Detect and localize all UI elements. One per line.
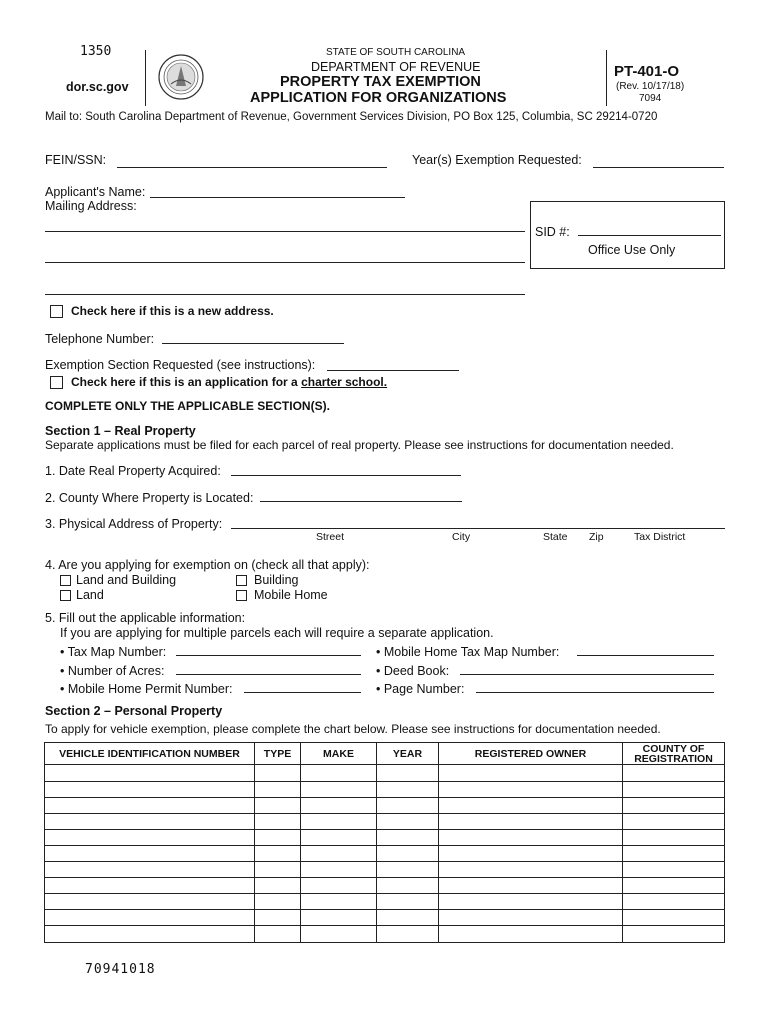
table-cell[interactable] (45, 846, 255, 862)
table-cell[interactable] (301, 846, 377, 862)
county-input[interactable] (260, 501, 462, 502)
col-vin: VEHICLE IDENTIFICATION NUMBER (45, 743, 255, 765)
table-cell[interactable] (255, 894, 301, 910)
vehicle-table (44, 742, 725, 943)
addr-street-caption: Street (316, 531, 345, 543)
addr-city-caption: City (452, 531, 471, 543)
table-cell[interactable] (377, 798, 439, 814)
section2-heading: Section 2 – Personal Property (45, 704, 223, 718)
table-cell[interactable] (439, 878, 623, 894)
table-cell[interactable] (255, 814, 301, 830)
telephone-input[interactable] (162, 343, 344, 344)
table-row (45, 830, 725, 846)
section2-intro: To apply for vehicle exemption, please complete the chart below. Please see instructions for documentation needed. (45, 722, 661, 736)
table-cell[interactable] (377, 862, 439, 878)
page-number-input[interactable] (476, 692, 714, 693)
land-checkbox[interactable] (60, 590, 71, 601)
table-cell[interactable] (377, 910, 439, 926)
new-address-checkbox[interactable] (50, 305, 63, 318)
table-cell[interactable] (623, 830, 725, 846)
col-make: MAKE (301, 743, 377, 765)
table-row (45, 878, 725, 894)
table-cell[interactable] (301, 878, 377, 894)
form-id: 7094 (639, 93, 662, 104)
table-cell[interactable] (439, 846, 623, 862)
mobile-home-checkbox[interactable] (236, 590, 247, 601)
acres-input[interactable] (176, 674, 361, 675)
table-cell[interactable] (301, 910, 377, 926)
table-cell[interactable] (45, 814, 255, 830)
table-cell[interactable] (45, 926, 255, 943)
header-divider-right (606, 50, 607, 106)
table-cell[interactable] (439, 814, 623, 830)
table-cell[interactable] (301, 782, 377, 798)
table-cell[interactable] (623, 765, 725, 782)
building-checkbox[interactable] (236, 575, 247, 586)
addr-state-caption: State (543, 531, 568, 543)
charter-school-label (71, 375, 387, 389)
form-code: 1350 (80, 44, 112, 59)
vehicle-table-header (45, 743, 725, 765)
table-cell[interactable] (623, 926, 725, 943)
mh-permit-input[interactable] (244, 692, 361, 693)
table-cell[interactable] (255, 926, 301, 943)
table-row (45, 862, 725, 878)
col-owner: REGISTERED OWNER (439, 743, 623, 765)
table-cell[interactable] (45, 862, 255, 878)
table-cell[interactable] (377, 782, 439, 798)
table-cell[interactable] (623, 846, 725, 862)
exemption-section-label: Exemption Section Requested (see instructions): (45, 358, 316, 372)
county-label: 2. County Where Property is Located: (45, 491, 254, 505)
section1-heading: Section 1 – Real Property (45, 424, 196, 438)
table-cell[interactable] (301, 765, 377, 782)
table-cell[interactable] (255, 830, 301, 846)
table-cell[interactable] (255, 862, 301, 878)
table-row (45, 926, 725, 943)
state-name: STATE OF SOUTH CAROLINA (326, 47, 466, 58)
mh-permit-label: • Mobile Home Permit Number: (60, 682, 233, 696)
table-cell[interactable] (439, 862, 623, 878)
section1-intro: Separate applications must be filed for each parcel of real property. Please see instructions for documentation needed. (45, 438, 674, 452)
col-county-line1: COUNTY OF (642, 742, 705, 755)
table-cell[interactable] (439, 798, 623, 814)
table-cell[interactable] (301, 862, 377, 878)
table-cell[interactable] (623, 814, 725, 830)
mailing-address-line3[interactable] (45, 294, 525, 295)
header-divider-left (145, 50, 146, 106)
state-seal-icon (158, 54, 204, 100)
col-county-line2: REGISTRATION (634, 752, 713, 765)
form-revision: (Rev. 10/17/18) (616, 81, 685, 92)
table-cell[interactable] (255, 910, 301, 926)
table-cell[interactable] (439, 926, 623, 943)
fein-label: FEIN/SSN: (45, 153, 107, 167)
table-cell[interactable] (255, 782, 301, 798)
table-cell[interactable] (377, 894, 439, 910)
exemption-section-input[interactable] (327, 370, 459, 371)
col-year: YEAR (377, 743, 439, 765)
table-cell[interactable] (45, 830, 255, 846)
table-cell[interactable] (623, 782, 725, 798)
table-row (45, 846, 725, 862)
table-cell[interactable] (301, 814, 377, 830)
deed-book-label: • Deed Book: (376, 664, 450, 678)
mobile-home-label: Mobile Home (254, 588, 328, 602)
table-cell[interactable] (623, 910, 725, 926)
table-cell[interactable] (45, 782, 255, 798)
tax-map-input[interactable] (176, 655, 361, 656)
physical-address-input[interactable] (231, 528, 725, 529)
table-cell[interactable] (301, 830, 377, 846)
col-county (623, 743, 725, 765)
form-title-line1: PROPERTY TAX EXEMPTION (280, 74, 481, 90)
page-number-label: • Page Number: (376, 682, 465, 696)
table-cell[interactable] (255, 846, 301, 862)
mailing-address-line2[interactable] (45, 262, 525, 263)
date-acquired-label: 1. Date Real Property Acquired: (45, 464, 221, 478)
multiple-parcels-note: If you are applying for multiple parcels each will require a separate application. (60, 626, 494, 640)
land-label: Land (76, 588, 104, 602)
table-cell[interactable] (623, 862, 725, 878)
acres-label: • Number of Acres: (60, 664, 165, 678)
sid-label: SID #: (535, 225, 570, 239)
land-building-checkbox[interactable] (60, 575, 71, 586)
website: dor.sc.gov (66, 80, 129, 94)
exemption-type-question: 4. Are you applying for exemption on (check all that apply): (45, 558, 370, 572)
addr-district-caption: Tax District (634, 531, 686, 543)
physical-address-label: 3. Physical Address of Property: (45, 517, 223, 531)
land-building-label: Land and Building (76, 573, 177, 587)
charter-school-checkbox[interactable] (50, 376, 63, 389)
charter-school-underlined: charter school. (301, 375, 388, 389)
mh-tax-map-input[interactable] (577, 655, 714, 656)
table-cell[interactable] (439, 782, 623, 798)
applicable-info-label: 5. Fill out the applicable information: (45, 611, 246, 625)
table-cell[interactable] (377, 846, 439, 862)
table-row (45, 798, 725, 814)
table-row (45, 814, 725, 830)
table-cell[interactable] (301, 798, 377, 814)
date-acquired-input[interactable] (231, 475, 461, 476)
table-row (45, 765, 725, 782)
table-cell[interactable] (377, 814, 439, 830)
table-cell[interactable] (439, 910, 623, 926)
applicant-name-input[interactable] (150, 197, 405, 198)
table-cell[interactable] (377, 830, 439, 846)
mh-tax-map-label: • Mobile Home Tax Map Number: (376, 645, 560, 659)
applicant-name-label: Applicant's Name: (45, 185, 146, 199)
complete-only-note: COMPLETE ONLY THE APPLICABLE SECTION(S). (45, 399, 330, 413)
table-cell[interactable] (623, 798, 725, 814)
table-cell[interactable] (377, 926, 439, 943)
mailing-address-line1[interactable] (45, 231, 525, 232)
charter-school-prefix: Check here if this is an application for a (71, 375, 302, 389)
table-cell[interactable] (45, 910, 255, 926)
mailing-address-label: Mailing Address: (45, 199, 137, 213)
years-input[interactable] (593, 167, 724, 168)
table-cell[interactable] (45, 894, 255, 910)
table-cell[interactable] (377, 878, 439, 894)
table-row (45, 782, 725, 798)
table-cell[interactable] (439, 765, 623, 782)
table-cell[interactable] (623, 894, 725, 910)
table-cell[interactable] (255, 798, 301, 814)
department-name: DEPARTMENT OF REVENUE (311, 60, 481, 74)
building-label: Building (254, 573, 299, 587)
form-title-line2: APPLICATION FOR ORGANIZATIONS (250, 90, 507, 106)
table-cell[interactable] (301, 926, 377, 943)
fein-input[interactable] (117, 167, 387, 168)
form-number: PT-401-O (614, 63, 680, 80)
office-use-label: Office Use Only (588, 243, 676, 257)
deed-book-input[interactable] (460, 674, 714, 675)
table-cell[interactable] (45, 798, 255, 814)
table-cell[interactable] (45, 765, 255, 782)
mail-to-address: Mail to: South Carolina Department of Revenue, Government Services Division, PO Box 125, Columbia, SC 29214-0720 (45, 111, 658, 123)
telephone-label: Telephone Number: (45, 332, 155, 346)
years-label: Year(s) Exemption Requested: (412, 153, 582, 167)
table-cell[interactable] (255, 765, 301, 782)
table-cell[interactable] (255, 878, 301, 894)
new-address-label: Check here if this is a new address. (71, 304, 274, 318)
table-cell[interactable] (301, 894, 377, 910)
table-cell[interactable] (45, 878, 255, 894)
col-type: TYPE (255, 743, 301, 765)
table-cell[interactable] (439, 830, 623, 846)
table-cell[interactable] (623, 878, 725, 894)
table-row (45, 894, 725, 910)
table-row (45, 910, 725, 926)
table-cell[interactable] (377, 765, 439, 782)
addr-zip-caption: Zip (589, 531, 604, 543)
sid-input[interactable] (578, 235, 721, 236)
table-cell[interactable] (439, 894, 623, 910)
tax-map-label: • Tax Map Number: (60, 645, 167, 659)
barcode-number: 70941018 (85, 962, 156, 977)
